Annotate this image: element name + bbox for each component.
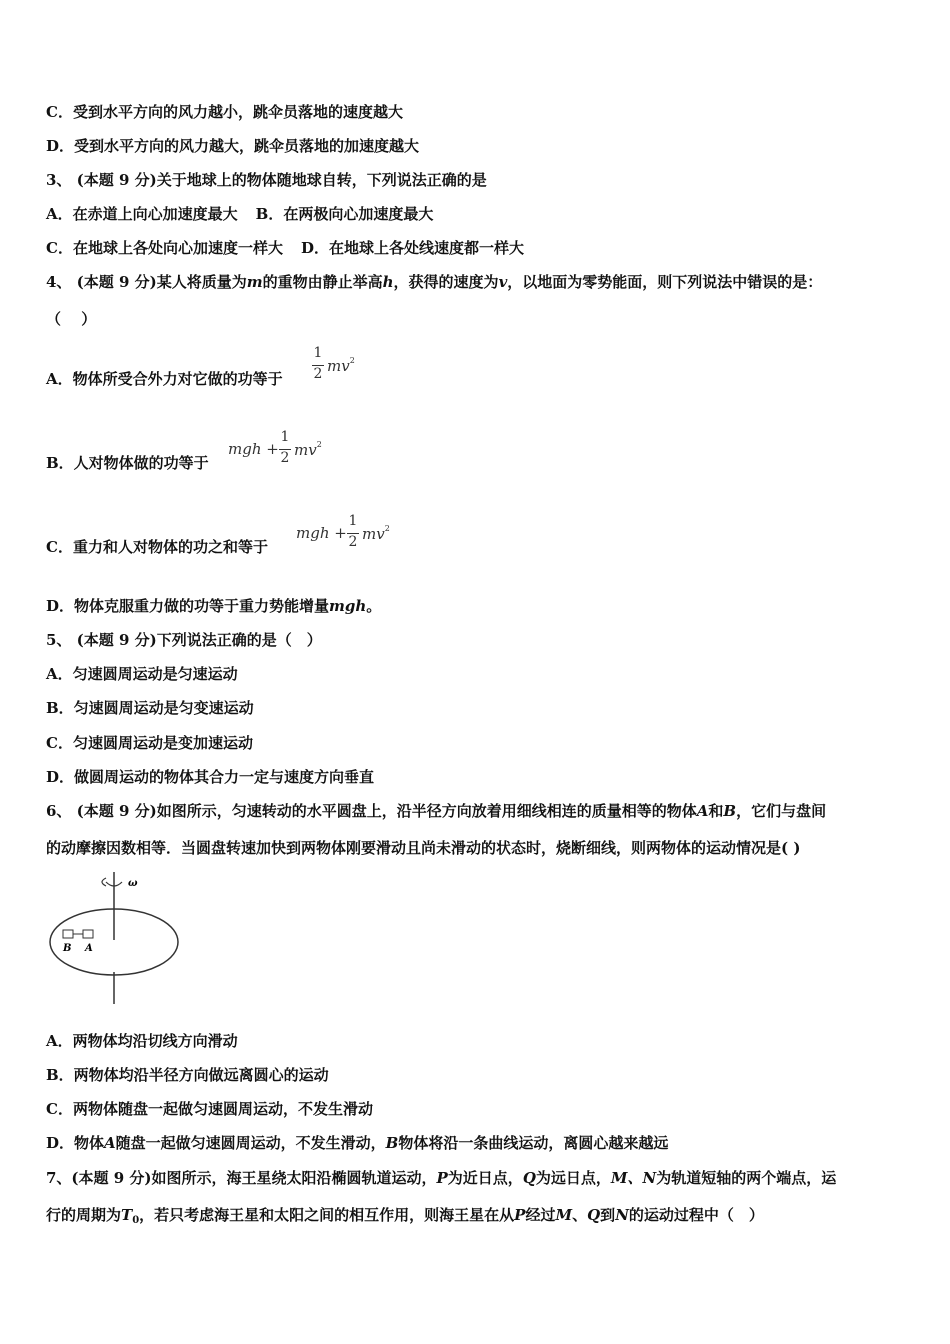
exponent: 2 [349, 356, 355, 365]
q3-options-cd [46, 238, 524, 258]
q7-stem-part: 的运动过程中（ ） [628, 1206, 764, 1224]
q3-stem: 3、 (本题 9 分)关于地球上的物体随地球自转，下列说法正确的是 [46, 171, 487, 189]
exponent: 2 [384, 524, 390, 533]
q7-stem-part: 经过 [525, 1206, 556, 1224]
q7-stem-part: ，若只考虑海王星和太阳之间的相互作用，则海王星在从 [139, 1206, 515, 1224]
q4-stem-part: ，以地面为零势能面，则下列说法中错误的是： [507, 273, 823, 291]
mv-text: mv [362, 525, 385, 543]
q7-var-p: P [436, 1169, 448, 1187]
q7-var-p: P [514, 1206, 526, 1224]
q5-stem: 5、 (本题 9 分)下列说法正确的是（ ） [46, 631, 322, 649]
q7-stem-part: 7、(本题 9 分)如图所示，海王星绕太阳沿椭圆轨道运动， [46, 1169, 437, 1187]
q6-option-d-part: D．物体 [46, 1134, 105, 1152]
q6-option-a: A．两物体均沿切线方向滑动 [46, 1032, 238, 1050]
q7-stem-part: 到 [600, 1206, 616, 1224]
q6-option-d-var-a: A [104, 1134, 116, 1152]
q4-option-a: A．物体所受合外力对它做的功等于 [46, 370, 283, 388]
fraction-numerator: 1 [280, 429, 290, 445]
q4-formula-a [311, 345, 371, 389]
q5-option-c: C．匀速圆周运动是变加速运动 [46, 734, 253, 752]
q7-var-q: Q [522, 1169, 536, 1187]
block-a [83, 930, 93, 938]
q6-option-d [46, 1133, 668, 1153]
q4-answer-bracket: （ ） [46, 310, 97, 328]
q7-var-mn: M、N [610, 1169, 657, 1187]
q6-stem-line2: 的动摩擦因数相等．当圆盘转速加快到两物体刚要滑动且尚未滑动的状态时，烧断细线，则两物体的运动情况是( ) [46, 839, 801, 857]
q7-stem-part: 为轨道短轴的两个端点，运 [656, 1169, 837, 1187]
fraction-denominator: 2 [313, 366, 323, 382]
label-b: B [63, 943, 72, 954]
q7-stem-part: 、 [572, 1206, 588, 1224]
mv-squared [362, 524, 390, 543]
rotating-disk-figure [44, 872, 184, 1007]
exponent: 2 [316, 440, 322, 449]
q7-var-t: T [121, 1206, 133, 1224]
q7-var-n: N [615, 1206, 629, 1224]
q6-stem-part: ，它们与盘间 [736, 802, 827, 820]
q4-stem-part: 4、 (本题 9 分)某人将质量为 [46, 273, 247, 291]
q2-option-d: D．受到水平方向的风力越大，跳伞员落地的加速度越大 [46, 137, 420, 155]
q4-option-d-mgh: mgh [329, 597, 367, 615]
q4-option-b: B．人对物体做的功等于 [46, 454, 209, 472]
mgh-plus: mgh + [296, 524, 347, 542]
q4-option-c: C．重力和人对物体的功之和等于 [46, 538, 268, 556]
q7-stem-part: 为近日点， [447, 1169, 523, 1187]
q3-option-b: B．在两极向心加速度最大 [255, 205, 434, 223]
q7-stem-part: 行的周期为 [46, 1206, 122, 1224]
q6-option-d-var-b: B [385, 1134, 399, 1152]
q4-stem [46, 272, 822, 292]
q7-stem-line1 [46, 1168, 836, 1188]
q6-var-a: A [696, 802, 709, 820]
omega-label: ω [128, 878, 138, 889]
q5-option-b: B．匀速圆周运动是匀变速运动 [46, 699, 254, 717]
mgh-plus: mgh + [228, 440, 279, 458]
q6-option-c: C．两物体随盘一起做匀速圆周运动，不发生滑动 [46, 1100, 373, 1118]
q6-option-d-part: 物体将沿一条曲线运动，离圆心越来越远 [398, 1134, 669, 1152]
label-a: A [85, 943, 93, 954]
q4-var-m: m [246, 273, 263, 291]
q6-stem-line1 [46, 801, 826, 821]
q6-stem-part: 和 [708, 802, 724, 820]
q7-var-m: M [555, 1206, 573, 1224]
q4-option-d-end: 。 [366, 597, 382, 615]
mv-squared [294, 440, 322, 459]
q5-option-d: D．做圆周运动的物体其合力一定与速度方向垂直 [46, 768, 375, 786]
mv-text: mv [327, 357, 350, 375]
fraction-denominator: 2 [348, 534, 358, 550]
q4-var-v: v [498, 273, 508, 291]
q4-stem-part: ，获得的速度为 [393, 273, 499, 291]
q5-option-a: A．匀速圆周运动是匀速运动 [46, 665, 238, 683]
rotation-arrow-head-icon [102, 878, 106, 886]
q6-var-b: B [723, 802, 737, 820]
q6-option-d-part: 随盘一起做匀速圆周运动，不发生滑动， [115, 1134, 386, 1152]
fraction-numerator: 1 [348, 513, 358, 529]
q4-option-d [46, 596, 381, 616]
q2-option-c: C．受到水平方向的风力越小，跳伞员落地的速度越大 [46, 103, 403, 121]
q3-options-ab [46, 204, 433, 224]
q3-option-a: A．在赤道上向心加速度最大 [46, 205, 238, 223]
q3-option-d: D．在地球上各处线速度都一样大 [300, 239, 524, 257]
q4-formula-c [296, 513, 406, 557]
q4-var-h: h [382, 273, 394, 291]
mv-text: mv [294, 441, 317, 459]
q7-stem-line2 [46, 1205, 764, 1231]
q6-stem-part: 6、 (本题 9 分)如图所示，匀速转动的水平圆盘上，沿半径方向放着用细线相连的质量相等的物体 [46, 802, 697, 820]
q7-stem-part: 为远日点， [535, 1169, 611, 1187]
q4-formula-b [228, 429, 338, 473]
fraction-numerator: 1 [313, 345, 323, 361]
q6-option-b: B．两物体均沿半径方向做远离圆心的运动 [46, 1066, 329, 1084]
q4-stem-part: 的重物由静止举高 [262, 273, 383, 291]
q7-var-t-subscript: 0 [132, 1215, 140, 1226]
mv-squared [327, 356, 355, 375]
q7-var-q: Q [587, 1206, 601, 1224]
q4-option-d-text: D．物体克服重力做的功等于重力势能增量 [46, 597, 330, 615]
q3-option-c: C．在地球上各处向心加速度一样大 [46, 239, 283, 257]
block-b [63, 930, 73, 938]
fraction-denominator: 2 [280, 450, 290, 466]
